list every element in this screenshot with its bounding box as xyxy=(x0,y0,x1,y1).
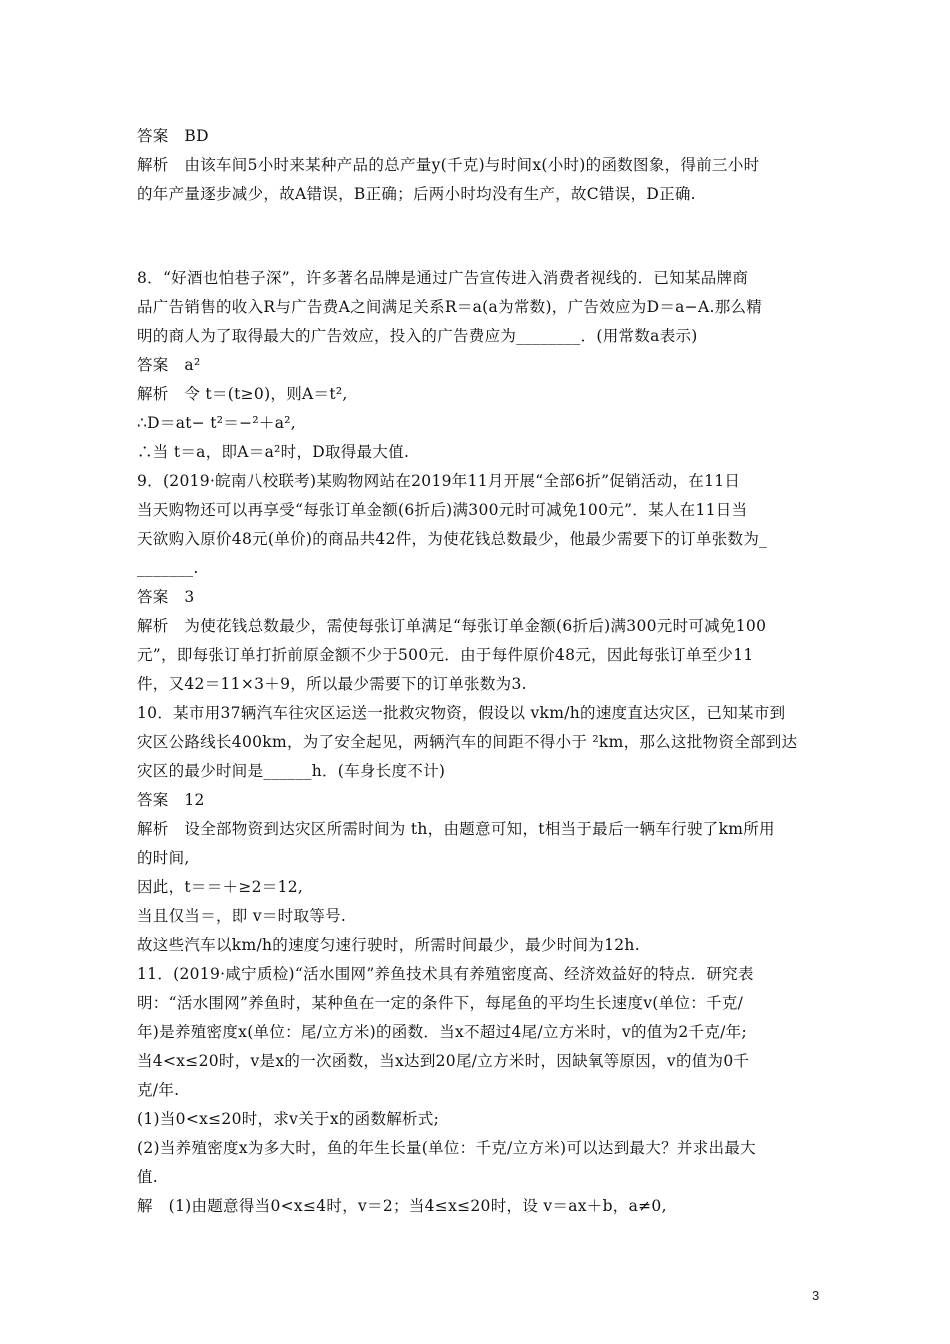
question-9-line-4: _______. xyxy=(137,559,199,577)
analysis-q10-line-5: 故这些汽车以km/h的速度匀速行驶时，所需时间最少，最少时间为12h. xyxy=(137,936,640,954)
analysis-q8-line-2: ∴D＝at− t²＝−²＋a², xyxy=(137,414,296,432)
question-8-line-2: 品广告销售的收入R与广告费A之间满足关系R＝a(a为常数)，广告效应为D＝a−A.那么精 xyxy=(137,298,763,316)
analysis-q10-line-2: 的时间, xyxy=(137,849,190,867)
solution-q11-line-1: 解 (1)由题意得当0<x≤4时，v＝2；当4≤x≤20时，设 v＝ax＋b，a≠0, xyxy=(137,1197,667,1215)
analysis-q8-line-3: ∴当 t＝a，即A＝a²时，D取得最大值. xyxy=(137,443,410,461)
question-11-line-1: 11．(2019·咸宁质检)“活水围网”养鱼技术具有养殖密度高、经济效益好的特点．研究表 xyxy=(137,965,754,983)
question-8-line-3: 明的商人为了取得最大的广告效应，投入的广告费应为________．(用常数a表示) xyxy=(137,327,698,345)
analysis-q9-line-1: 解析 为使花钱总数最少，需使每张订单满足“每张订单金额(6折后)满300元时可减免100 xyxy=(137,617,767,635)
answer-q10: 答案 12 xyxy=(137,791,205,809)
question-11-part-1: (1)当0<x≤20时，求v关于x的函数解析式; xyxy=(137,1110,440,1128)
question-10-line-3: 灾区的最少时间是______h．(车身长度不计) xyxy=(137,762,446,780)
question-11-line-3: 年)是养殖密度x(单位：尾/立方米)的函数．当x不超过4尾/立方米时，v的值为2千克/年; xyxy=(137,1023,747,1041)
question-8-line-1: 8．“好酒也怕巷子深”，许多著名品牌是通过广告宣传进入消费者视线的．已知某品牌商 xyxy=(137,269,749,287)
question-9-line-2: 当天购物还可以再享受“每张订单金额(6折后)满300元时可减免100元”．某人在11日当 xyxy=(137,501,748,519)
question-11-part-2-line-1: (2)当养殖密度x为多大时，鱼的年生长量(单位：千克/立方米)可以达到最大？并求出最大 xyxy=(137,1139,756,1157)
question-11-line-5: 克/年. xyxy=(137,1081,180,1099)
analysis-q9-line-3: 件，又42＝11×3＋9，所以最少需要下的订单张数为3. xyxy=(137,675,527,693)
analysis-q7-line-1: 解析 由该车间5小时来某种产品的总产量y(千克)与时间x(小时)的函数图象，得前三小时 xyxy=(137,156,760,174)
question-11-line-4: 当4<x≤20时，v是x的一次函数，当x达到20尾/立方米时，因缺氧等原因，v的值为0千 xyxy=(137,1052,750,1070)
analysis-q10-line-4: 当且仅当＝，即 v＝时取等号. xyxy=(137,907,347,925)
analysis-q7-line-2: 的年产量逐步减少，故A错误，B正确；后两小时均没有生产，故C错误，D正确. xyxy=(137,185,696,203)
question-10-line-1: 10．某市用37辆汽车往灾区运送一批救灾物资，假设以 vkm/h的速度直达灾区，已知某市到 xyxy=(137,704,786,722)
answer-q8: 答案 a² xyxy=(137,356,201,374)
analysis-q10-line-3: 因此，t＝＝＋≥2＝12, xyxy=(137,878,304,896)
analysis-q10-line-1: 解析 设全部物资到达灾区所需时间为 th，由题意可知，t相当于最后一辆车行驶了km所用 xyxy=(137,820,775,838)
question-9-line-3: 天欲购入原价48元(单价)的商品共42件，为使花钱总数最少，他最少需要下的订单张数为_ xyxy=(137,530,768,548)
analysis-q8-line-1: 解析 令 t＝(t≥0)，则A＝t², xyxy=(137,385,348,403)
question-9-line-1: 9．(2019·皖南八校联考)某购物网站在2019年11月开展“全部6折”促销活动，在11日 xyxy=(137,472,741,490)
analysis-q9-line-2: 元”，即每张订单打折前原金额不少于500元．由于每件原价48元，因此每张订单至少11 xyxy=(137,646,754,664)
question-10-line-2: 灾区公路线长400km，为了安全起见，两辆汽车的间距不得小于 ²km，那么这批物资全部到达 xyxy=(137,733,798,751)
question-11-part-2-line-2: 值. xyxy=(137,1168,159,1186)
page-number: 3 xyxy=(812,1288,820,1303)
answer-q7: 答案 BD xyxy=(137,127,209,145)
question-11-line-2: 明：“活水围网”养鱼时，某种鱼在一定的条件下，每尾鱼的平均生长速度v(单位：千克/ xyxy=(137,994,744,1012)
answer-q9: 答案 3 xyxy=(137,588,195,606)
